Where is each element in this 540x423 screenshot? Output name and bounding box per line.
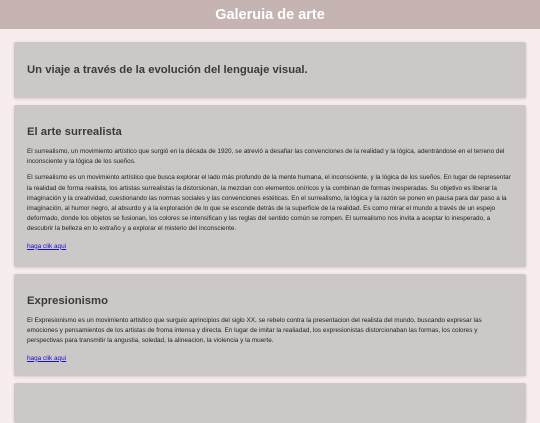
intro-card: [14, 42, 526, 98]
section-link[interactable]: haga clik aqui: [27, 242, 67, 250]
section-title: El arte surrealista: [27, 126, 122, 138]
section-paragraph: El surrealismo, un movimiento artístico que surgió en la década de 1920, se atrevió a desafiar las convenciones de la realidad y la lógica, adentrándose en el terreno del inconsciente y la lógica de los sueños.: [27, 148, 505, 166]
section-title: Expresionismo: [27, 295, 108, 307]
site-header: [0, 0, 540, 29]
section-paragraph: El surrealismo es un movimiento artístico que busca explorar el lado más profundo de la mente humana, el inconsciente, y la lógica de los sueños. En lugar de representar la realidad de forma realista, los artistas surrealistas la distorsionan, la mezclan con elementos oníricos y la combinan de formas inesperadas. Su objetivo es liberar la imaginación y la creatividad, cuestionando las normas sociales y las convenciones estéticas. En el surrealismo, la lógica y la razón se ponen en pausa para dar paso a la imaginación, al humor negro, al absurdo y a la exploración de lo que se esconde detrás de la superficie de la realidad. Es como mirar el mundo a través de un espejo deformado, donde los objetos se fusionan, los colores se intensifican y las reglas del sentido común se rompen. El surrealismo nos invita a aceptar lo inesperado, a descubrir la belleza en lo extraño y a explorar el misterio del inconsciente.: [27, 174, 511, 233]
section-paragraph: El Expresionismo es un movimiento artistico que surguio aprincipios del siglo XX, se rebelo contra la presentacion del realista del mundo, buscando expresar las emociones y pensamientos de los artistas de froma intensa y directa. En lugar de imitar la realiadad, los expresionistas distorcionaban las formas, los colores y perspectivas para transmitir la angustia, soledad, la alineacion, la violencia y la muerte.: [27, 317, 482, 345]
section-card-next: [14, 383, 526, 423]
section-card-surrealism: [14, 105, 526, 267]
site-title: Galeruia de arte: [215, 6, 325, 23]
section-card-expressionism: [14, 274, 526, 376]
intro-text: Un viaje a través de la evolución del lenguaje visual.: [27, 64, 308, 76]
section-link[interactable]: haga clik aqui: [27, 354, 67, 362]
